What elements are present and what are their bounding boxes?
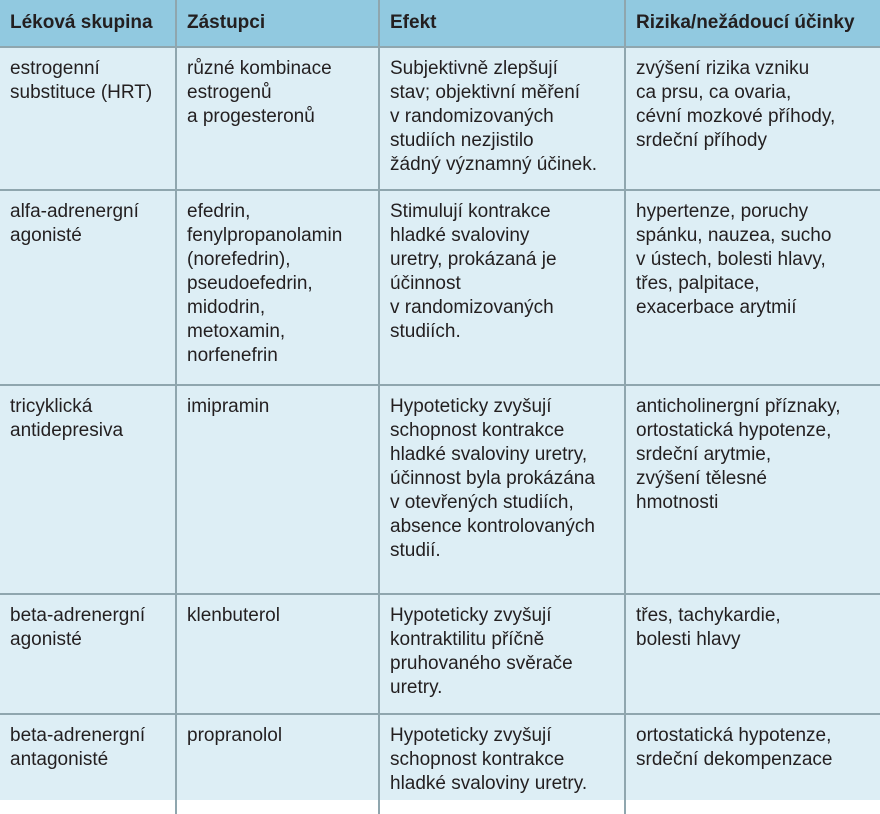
cell-line: žádný významný účinek. <box>390 154 597 175</box>
cell-effect <box>379 594 625 714</box>
cell-drug-group <box>0 594 176 714</box>
cell-line: agonisté <box>10 225 82 246</box>
table-row <box>0 594 880 714</box>
cell-line: anticholinergní příznaky, <box>636 396 841 417</box>
cell-line: spánku, nauzea, sucho <box>636 225 832 246</box>
header-agents: Zástupci <box>176 0 379 47</box>
cell-line: účinnost byla prokázána <box>390 468 595 489</box>
cell-drug-group <box>0 714 176 814</box>
cell-line: uretry. <box>390 677 443 698</box>
header-risks: Rizika/nežádoucí účinky <box>625 0 880 47</box>
cell-line: beta-adrenergní <box>10 605 146 626</box>
cell-line: a progesteronů <box>187 106 315 127</box>
cell-line: midodrin, <box>187 297 266 318</box>
cell-risks <box>625 714 880 814</box>
cell-line: schopnost kontrakce <box>390 749 565 770</box>
cell-drug-group <box>0 385 176 594</box>
cell-line: studiích nezjistilo <box>390 130 534 151</box>
cell-line: hmotnosti <box>636 492 719 513</box>
cell-line: exacerbace arytmií <box>636 297 797 318</box>
cell-line: tricyklická <box>10 396 93 417</box>
header-effect: Efekt <box>379 0 625 47</box>
cell-line: absence kontrolovaných <box>390 516 595 537</box>
cell-risks <box>625 385 880 594</box>
cell-agents <box>176 385 379 594</box>
cell-effect <box>379 385 625 594</box>
cell-line: různé kombinace <box>187 58 332 79</box>
cell-line: zvýšení rizika vzniku <box>636 58 810 79</box>
cell-line: třes, palpitace, <box>636 273 760 294</box>
cell-line: estrogenní <box>10 58 100 79</box>
cell-line: cévní mozkové příhody, <box>636 106 836 127</box>
cell-line: pseudoefedrin, <box>187 273 313 294</box>
cell-line: alfa-adrenergní <box>10 201 139 222</box>
cell-line: v ústech, bolesti hlavy, <box>636 249 826 270</box>
cell-line: estrogenů <box>187 82 272 103</box>
cell-agents <box>176 594 379 714</box>
cell-line: (norefedrin), <box>187 249 291 270</box>
cell-line: Stimulují kontrakce <box>390 201 551 222</box>
cell-line: hladké svaloviny uretry, <box>390 444 588 465</box>
cell-line: agonisté <box>10 629 82 650</box>
cell-line: fenylpropanolamin <box>187 225 343 246</box>
cell-risks <box>625 47 880 190</box>
table-row <box>0 385 880 594</box>
cell-line: srdeční arytmie, <box>636 444 772 465</box>
cell-line: norfenefrin <box>187 345 278 366</box>
table-row <box>0 47 880 190</box>
cell-line: v otevřených studiích, <box>390 492 574 513</box>
cell-line: v randomizovaných <box>390 106 554 127</box>
table-row <box>0 714 880 814</box>
cell-line: hladké svaloviny uretry. <box>390 773 588 794</box>
cell-line: účinnost <box>390 273 461 294</box>
cell-effect <box>379 47 625 190</box>
cell-line: studií. <box>390 540 441 561</box>
cell-agents <box>176 190 379 385</box>
cell-agents <box>176 47 379 190</box>
cell-line: srdeční dekompenzace <box>636 749 833 770</box>
cell-effect <box>379 714 625 814</box>
cell-effect <box>379 190 625 385</box>
cell-line: pruhovaného svěrače <box>390 653 573 674</box>
cell-line: ca prsu, ca ovaria, <box>636 82 792 103</box>
cell-drug-group <box>0 47 176 190</box>
cell-line: antagonisté <box>10 749 109 770</box>
cell-line: srdeční příhody <box>636 130 767 151</box>
cell-line: Hypoteticky zvyšují <box>390 725 552 746</box>
cell-line: imipramin <box>187 396 270 417</box>
cell-line: studiích. <box>390 321 461 342</box>
cell-line: beta-adrenergní <box>10 725 146 746</box>
cell-agents <box>176 714 379 814</box>
cell-line: kontraktilitu příčně <box>390 629 545 650</box>
cell-line: substituce (HRT) <box>10 82 153 103</box>
cell-line: schopnost kontrakce <box>390 420 565 441</box>
cell-line: antidepresiva <box>10 420 124 441</box>
cell-line: metoxamin, <box>187 321 286 342</box>
cell-line: hypertenze, poruchy <box>636 201 809 222</box>
header-drug-group: Léková skupina <box>0 0 176 47</box>
cell-line: Subjektivně zlepšují <box>390 58 558 79</box>
table-row <box>0 190 880 385</box>
cell-line: ortostatická hypotenze, <box>636 725 832 746</box>
cell-line: stav; objektivní měření <box>390 82 581 103</box>
cell-line: uretry, prokázaná je <box>390 249 557 270</box>
cell-risks <box>625 190 880 385</box>
cell-risks <box>625 594 880 714</box>
cell-line: bolesti hlavy <box>636 629 741 650</box>
cell-line: klenbuterol <box>187 605 280 626</box>
table-header-row <box>0 0 880 47</box>
cell-line: Hypoteticky zvyšují <box>390 396 552 417</box>
cell-line: ortostatická hypotenze, <box>636 420 832 441</box>
cell-line: třes, tachykardie, <box>636 605 781 626</box>
cell-drug-group <box>0 190 176 385</box>
cell-line: propranolol <box>187 725 283 746</box>
cell-line: hladké svaloviny <box>390 225 530 246</box>
cell-line: v randomizovaných <box>390 297 554 318</box>
cell-line: Hypoteticky zvyšují <box>390 605 552 626</box>
cell-line: efedrin, <box>187 201 251 222</box>
cell-line: zvýšení tělesné <box>636 468 767 489</box>
